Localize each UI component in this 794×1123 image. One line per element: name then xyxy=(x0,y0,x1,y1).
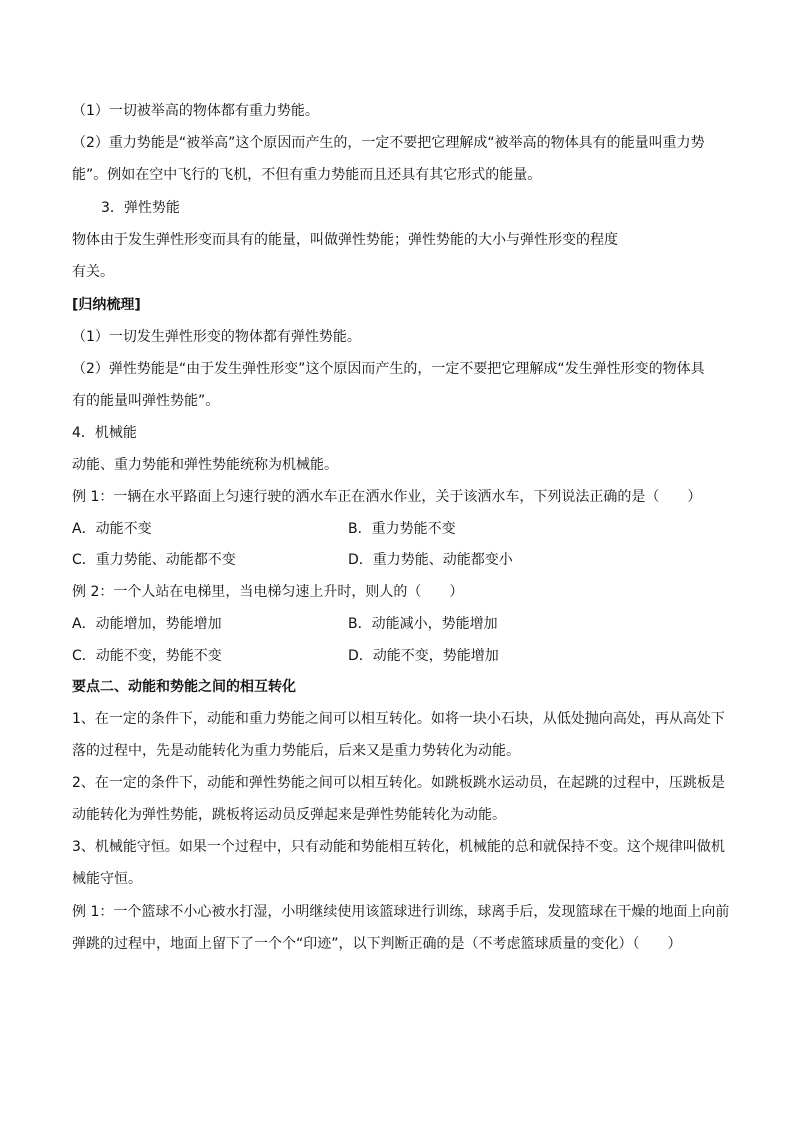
option-c: C．重力势能、动能都不变 xyxy=(72,552,236,568)
text-line: 动能、重力势能和弹性势能统称为机械能。 xyxy=(72,457,338,473)
text-line: （1）一切发生弹性形变的物体都有弹性势能。 xyxy=(72,329,361,345)
option-d: D．重力势能、动能都变小 xyxy=(348,552,513,568)
text-line: 落的过程中，先是动能转化为重力势能后，后来又是重力势转化为动能。 xyxy=(72,743,520,759)
section-heading: 4．机械能 xyxy=(72,425,137,441)
text-line: 械能守恒。 xyxy=(72,871,142,887)
option-b: B．重力势能不变 xyxy=(348,521,456,537)
option-d: D．动能不变，势能增加 xyxy=(348,648,499,664)
example-question: 弹跳的过程中，地面上留下了一个个“印迹”，以下判断正确的是（不考虑篮球质量的变化）（ ） xyxy=(72,936,682,952)
option-a: A．动能增加，势能增加 xyxy=(72,616,222,632)
section-heading: 3．弹性势能 xyxy=(101,200,180,216)
text-line: 动能转化为弹性势能，跳板将运动员反弹起来是弹性势能转化为动能。 xyxy=(72,807,506,823)
text-line: 能”。例如在空中飞行的飞机，不但有重力势能而且还具有其它形式的能量。 xyxy=(72,167,542,183)
text-line: （2）重力势能是“被举高”这个原因而产生的，一定不要把它理解成“被举高的物体具有的能量叫重力势 xyxy=(72,135,705,151)
text-line: 有关。 xyxy=(72,264,114,280)
example-question: 例 2：一个人站在电梯里，当电梯匀速上升时，则人的（ ） xyxy=(72,584,464,600)
text-line: 1、在一定的条件下，动能和重力势能之间可以相互转化。如将一块小石块，从低处抛向高处，再从高处下 xyxy=(72,711,725,727)
text-line: 物体由于发生弹性形变而具有的能量，叫做弹性势能；弹性势能的大小与弹性形变的程度 xyxy=(72,232,618,248)
text-line: 有的能量叫弹性势能”。 xyxy=(72,393,220,409)
text-line: 3、机械能守恒。如果一个过程中，只有动能和势能相互转化，机械能的总和就保持不变。这个规律叫做机 xyxy=(72,839,725,855)
text-line: 2、在一定的条件下，动能和弹性势能之间可以相互转化。如跳板跳水运动员，在起跳的过程中，压跳板是 xyxy=(72,775,725,791)
example-question: 例 1：一辆在水平路面上匀速行驶的洒水车正在洒水作业，关于该洒水车，下列说法正确的是（ ） xyxy=(72,489,702,505)
option-b: B．动能减小，势能增加 xyxy=(348,616,498,632)
section-heading: 要点二、动能和势能之间的相互转化 xyxy=(72,679,296,695)
summary-heading: [归纳梳理] xyxy=(72,297,141,313)
option-a: A．动能不变 xyxy=(72,521,152,537)
example-question: 例 1：一个篮球不小心被水打湿，小明继续使用该篮球进行训练，球离手后，发现篮球在干燥的地面上向前 xyxy=(72,904,730,920)
text-line: （2）弹性势能是“由于发生弹性形变”这个原因而产生的，一定不要把它理解成“发生弹性形变的物体具 xyxy=(72,361,705,377)
option-c: C．动能不变，势能不变 xyxy=(72,648,222,664)
text-line: （1）一切被举高的物体都有重力势能。 xyxy=(72,103,319,119)
